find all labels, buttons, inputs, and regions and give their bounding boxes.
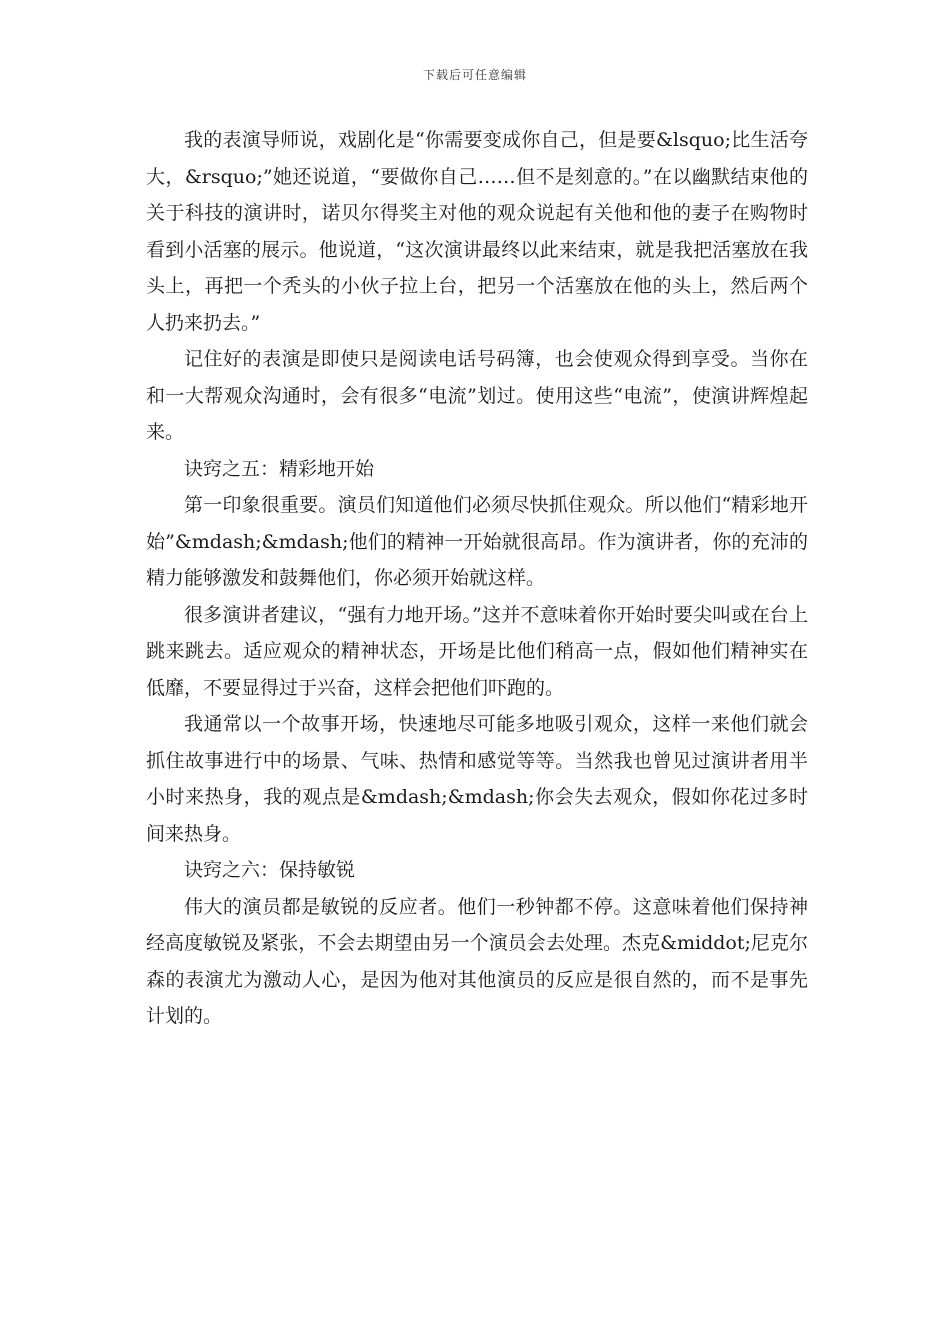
paragraph-2: 记住好的表演是即使只是阅读电话号码簿，也会使观众得到享受。当你在和一大帮观众沟通时，会有很多“电流”划过。使用这些“电流”，使演讲辉煌起来。 [146, 348, 808, 443]
section-heading-6: 诀窍之六：保持敏锐 [184, 859, 356, 881]
paragraph-3: 第一印象很重要。演员们知道他们必须尽快抓住观众。所以他们“精彩地开始”&mdash;&mdash;他们的精神一开始就很高昂。作为演讲者，你的充沛的精力能够激发和鼓舞他们，你必须开始就这样。 [146, 494, 808, 589]
paragraph-6: 伟大的演员都是敏锐的反应者。他们一秒钟都不停。这意味着他们保持神经高度敏锐及紧张，不会去期望由另一个演员会去处理。杰克&middot;尼克尔森的表演尤为激动人心，是因为他对其他演员的反应是很自然的，而不是事先计划的。 [146, 895, 808, 1027]
document-body [146, 122, 808, 1035]
page-header: 下载后可任意编辑 [422, 68, 527, 82]
section-heading-5: 诀窍之五：精彩地开始 [184, 457, 375, 480]
paragraph-1: 我的表演导师说，戏剧化是“你需要变成你自己，但是要&lsquo;比生活夸大，&rsquo;”她还说道，“要做你自己……但不是刻意的。”在以幽默结束他的关于科技的演讲时，诺贝尔得奖主对他的观众说起有关他和他的妻子在购物时看到小活塞的展示。他说道，“这次演讲最终以此来结束，就是我把活塞放在我头上，再把一个秃头的小伙子拉上台，把另一个活塞放在他的头上，然后两个人扔来扔去。” [146, 129, 808, 334]
paragraph-4: 很多演讲者建议，“强有力地开场。”这并不意味着你开始时要尖叫或在台上跳来跳去。适应观众的精神状态，开场是比他们稍高一点，假如他们精神实在低靡，不要显得过于兴奋，这样会把他们吓跑的。 [146, 603, 808, 699]
paragraph-5: 我通常以一个故事开场，快速地尽可能多地吸引观众，这样一来他们就会抓住故事进行中的场景、气味、热情和感觉等等。当然我也曾见过演讲者用半小时来热身，我的观点是&mdash;&mdash;你会失去观众，假如你花过多时间来热身。 [146, 713, 808, 845]
